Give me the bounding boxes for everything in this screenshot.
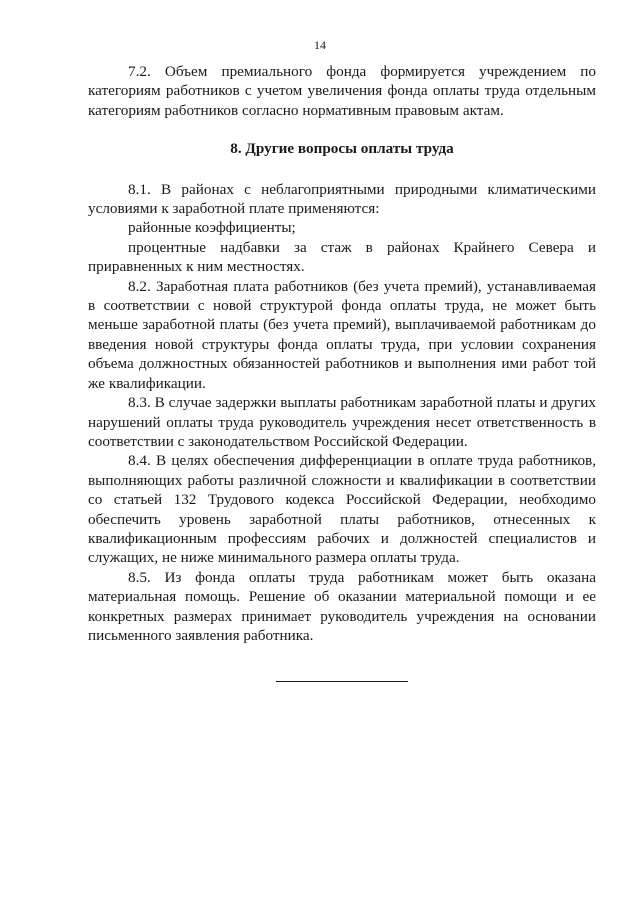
- end-divider-line: [276, 681, 408, 682]
- paragraph-8-4: 8.4. В целях обеспечения дифференциации в оплате труда работников, выполняющих работы различной сложности и квалификации в соответствии со статьей 132 Трудового кодекса Российской Федерации, необходимо обеспечить уровень заработной платы работников, отнесенных к квалификационным профессиям рабочих и должностей специалистов и служащих, не ниже минимального размера оплаты труда.: [88, 452, 596, 567]
- paragraph-8-2: 8.2. Заработная плата работников (без учета премий), устанавливаемая в соответствии с новой структурой фонда оплаты труда, не может быть меньше заработной платы (без учета премий), выплачиваемой работникам до введения новой структуры фонда оплаты труда, при условии сохранения объема должностных обязанностей работников и выполнения ими работ той же квалификации.: [88, 277, 596, 392]
- paragraph-8-1: 8.1. В районах с неблагоприятными природными климатическими условиями к заработной плате применяются:: [88, 180, 596, 218]
- paragraph-8-5: 8.5. Из фонда оплаты труда работникам может быть оказана материальная помощь. Решение об оказании материальной помощи и ее конкретных размерах принимает руководитель учреждения на основании письменного заявления работника.: [88, 568, 596, 644]
- document-body: [88, 62, 596, 645]
- paragraph-8-1-item-2: процентные надбавки за стаж в районах Крайнего Севера и приравненных к ним местностях.: [88, 238, 596, 276]
- paragraph-8-1-item-1: районные коэффициенты;: [128, 219, 296, 237]
- paragraph-8-3: 8.3. В случае задержки выплаты работникам заработной платы и других нарушений оплаты труда руководитель учреждения несет ответственность в соответствии с законодательством Российской Федерации.: [88, 394, 596, 450]
- paragraph-7-2: 7.2. Объем премиального фонда формируется учреждением по категориям работников с учетом увеличения фонда оплаты труда отдельным категориям работников согласно нормативным правовым актам.: [88, 63, 596, 119]
- page-number: 14: [314, 38, 326, 52]
- section-8-title: 8. Другие вопросы оплаты труда: [230, 140, 454, 158]
